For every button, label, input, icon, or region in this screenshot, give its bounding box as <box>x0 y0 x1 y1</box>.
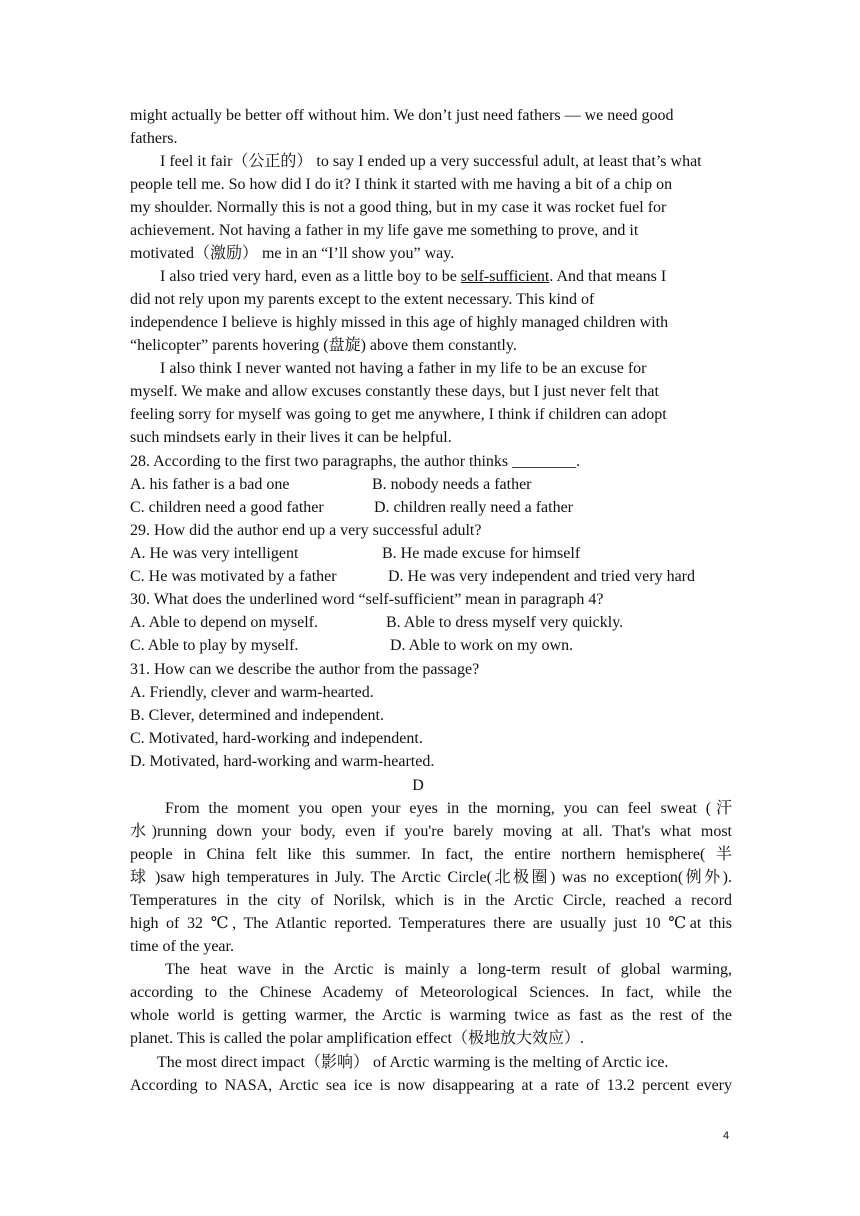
passage-line: The heat wave in the Arctic is mainly a long-term result of global warming, <box>165 961 732 978</box>
passage-line: According to NASA, Arctic sea ice is now disappearing at a rate of 13.2 percent every <box>130 1077 732 1094</box>
page-number: 4 <box>723 1130 730 1142</box>
option-b: B. He made excuse for himself <box>382 545 581 562</box>
option-c: C. children need a good father <box>130 499 324 516</box>
passage-line: high of 32 ℃, The Atlantic reported. Temperatures there are usually just 10 ℃at this <box>130 915 732 932</box>
passage-line: people in China felt like this summer. In fact, the entire northern hemisphere( 半 <box>130 846 732 863</box>
option-d: D. children really need a father <box>374 499 574 516</box>
passage-line: I also think I never wanted not having a father in my life to be an excuse for <box>160 360 647 377</box>
option-c: C. Motivated, hard-working and independent. <box>130 730 423 747</box>
option-c: C. Able to play by myself. <box>130 637 299 654</box>
passage-line: motivated（激励） me in an “I’ll show you” way. <box>130 245 455 262</box>
passage-line: whole world is getting warmer, the Arctic is warming twice as fast as the rest of the <box>130 1007 732 1024</box>
underlined-word: self-sufficient <box>460 268 550 285</box>
passage-line: “helicopter” parents hovering (盘旋) above them constantly. <box>130 337 517 354</box>
passage-line: achievement. Not having a father in my life gave me something to prove, and it <box>130 222 639 239</box>
passage-line: I feel it fair（公正的） to say I ended up a very successful adult, at least that’s what <box>160 153 702 170</box>
option-b: B. Able to dress myself very quickly. <box>386 614 624 631</box>
passage-line: according to the Chinese Academy of Meteorological Sciences. In fact, while the <box>130 984 732 1001</box>
section-heading: D <box>412 777 424 794</box>
passage-line: planet. This is called the polar amplification effect（极地放大效应）. <box>130 1030 584 1047</box>
question-stem: 29. How did the author end up a very successful adult? <box>130 522 482 539</box>
passage-line <box>160 267 666 287</box>
option-a: A. his father is a bad one <box>130 476 290 493</box>
passage-line: time of the year. <box>130 938 234 955</box>
option-a: A. Able to depend on myself. <box>130 614 318 631</box>
passage-line: my shoulder. Normally this is not a good thing, but in my case it was rocket fuel for <box>130 199 667 216</box>
passage-line: feeling sorry for myself was going to get me anywhere, I think if children can adopt <box>130 406 667 423</box>
passage-text: . And that means I <box>549 268 667 285</box>
option-b: B. Clever, determined and independent. <box>130 707 384 724</box>
passage-line: 球 )saw high temperatures in July. The Arctic Circle(北极圈) was no exception(例外). <box>130 869 732 886</box>
option-a: A. He was very intelligent <box>130 545 299 562</box>
option-d: D. Able to work on my own. <box>390 637 574 654</box>
passage-line: did not rely upon my parents except to the extent necessary. This kind of <box>130 291 595 308</box>
question-stem: 28. According to the first two paragraphs, the author thinks ________. <box>130 453 581 470</box>
option-c: C. He was motivated by a father <box>130 568 337 585</box>
passage-line: The most direct impact（影响） of Arctic warming is the melting of Arctic ice. <box>157 1054 669 1071</box>
passage-line: such mindsets early in their lives it can be helpful. <box>130 429 452 446</box>
passage-text: I also tried very hard, even as a little boy to be <box>160 268 461 285</box>
option-d: D. He was very independent and tried very hard <box>388 568 695 585</box>
passage-line: From the moment you open your eyes in the morning, you can feel sweat (汗 <box>165 800 732 817</box>
question-stem: 31. How can we describe the author from the passage? <box>130 661 480 678</box>
option-d: D. Motivated, hard-working and warm-hearted. <box>130 753 435 770</box>
option-a: A. Friendly, clever and warm-hearted. <box>130 684 374 701</box>
passage-line: might actually be better off without him. We don’t just need fathers — we need good <box>130 107 674 124</box>
passage-line: independence I believe is highly missed in this age of highly managed children with <box>130 314 669 331</box>
passage-line: fathers. <box>130 130 178 147</box>
passage-line: Temperatures in the city of Norilsk, which is in the Arctic Circle, reached a record <box>130 892 732 909</box>
passage-line: 水)running down your body, even if you're barely moving at all. That's what most <box>130 823 733 840</box>
passage-line: myself. We make and allow excuses constantly these days, but I just never felt that <box>130 383 659 400</box>
question-stem: 30. What does the underlined word “self-sufficient” mean in paragraph 4? <box>130 591 604 608</box>
option-b: B. nobody needs a father <box>372 476 532 493</box>
passage-line: people tell me. So how did I do it? I think it started with me having a bit of a chip on <box>130 176 673 193</box>
